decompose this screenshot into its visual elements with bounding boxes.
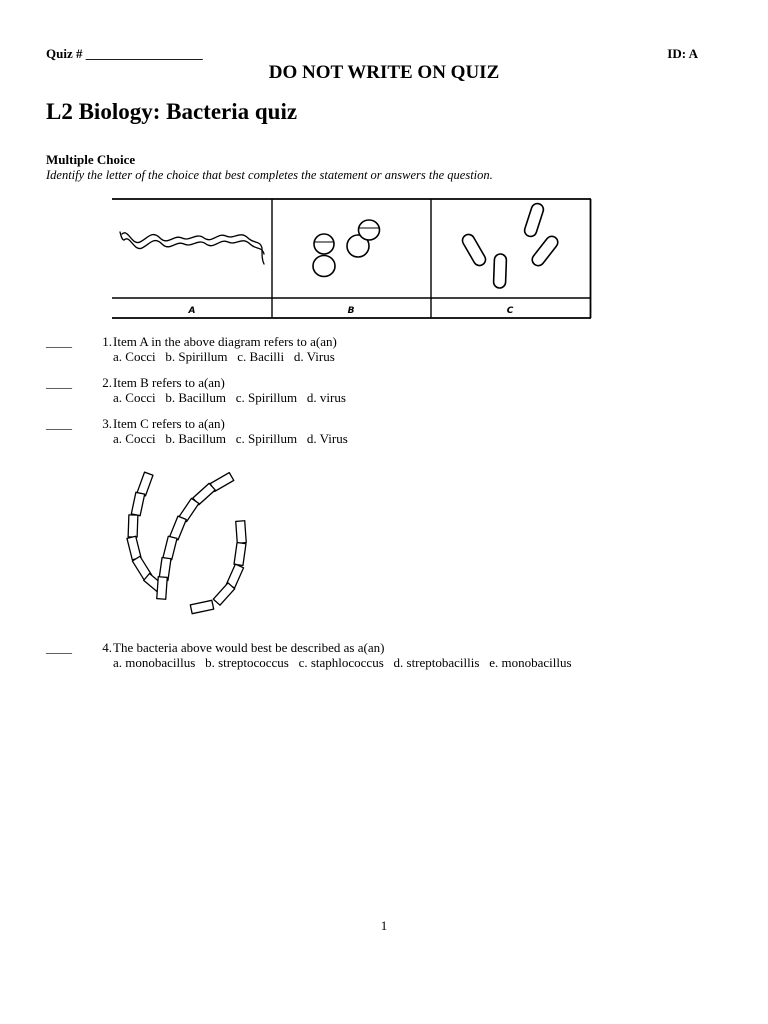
page-number: 1	[380, 918, 388, 933]
answer-blank: ____	[46, 375, 72, 390]
diagram-label-b: B	[347, 306, 355, 316]
question-number: 4.	[102, 640, 112, 655]
question-number: 3.	[102, 416, 112, 431]
cocci-drawing	[313, 220, 380, 277]
section-instructions: Identify the letter of the choice that best completes the statement or answers the question.	[46, 168, 493, 182]
page-title: L2 Biology: Bacteria quiz	[46, 99, 298, 124]
section-heading: Multiple Choice	[46, 152, 136, 167]
answer-blank: ____	[46, 640, 72, 655]
question-number: 1.	[102, 334, 112, 349]
question-number: 2.	[102, 375, 112, 390]
quiz-id: ID: A	[667, 46, 698, 61]
answer-blank: ____	[46, 334, 72, 349]
spirillum-drawing	[120, 232, 264, 264]
question-options: a. Cocci b. Spirillum c. Bacilli d. Virus	[113, 349, 335, 364]
streptobacilli-drawing	[112, 470, 262, 620]
question-options: a. Cocci b. Bacillum c. Spirillum d. Virus	[113, 431, 348, 446]
quiz-number-field: Quiz # __________________	[46, 46, 203, 61]
question-stem: Item B refers to a(an)	[113, 375, 225, 390]
answer-blank: ____	[46, 416, 72, 431]
bacteria-shapes-diagram	[112, 198, 592, 320]
diagram-label-a: A	[188, 306, 196, 316]
question-options: a. Cocci b. Bacillum c. Spirillum d. virus	[113, 390, 346, 405]
question-stem: The bacteria above would best be described as a(an)	[113, 640, 385, 655]
bacilli-drawing	[460, 202, 560, 288]
question-stem: Item C refers to a(an)	[113, 416, 225, 431]
do-not-write-notice: DO NOT WRITE ON QUIZ	[268, 62, 500, 83]
question-stem: Item A in the above diagram refers to a(an)	[113, 334, 337, 349]
question-options: a. monobacillus b. streptococcus c. staphlococcus d. streptobacillis e. monobacillus	[113, 655, 572, 670]
diagram-label-c: C	[506, 306, 514, 316]
